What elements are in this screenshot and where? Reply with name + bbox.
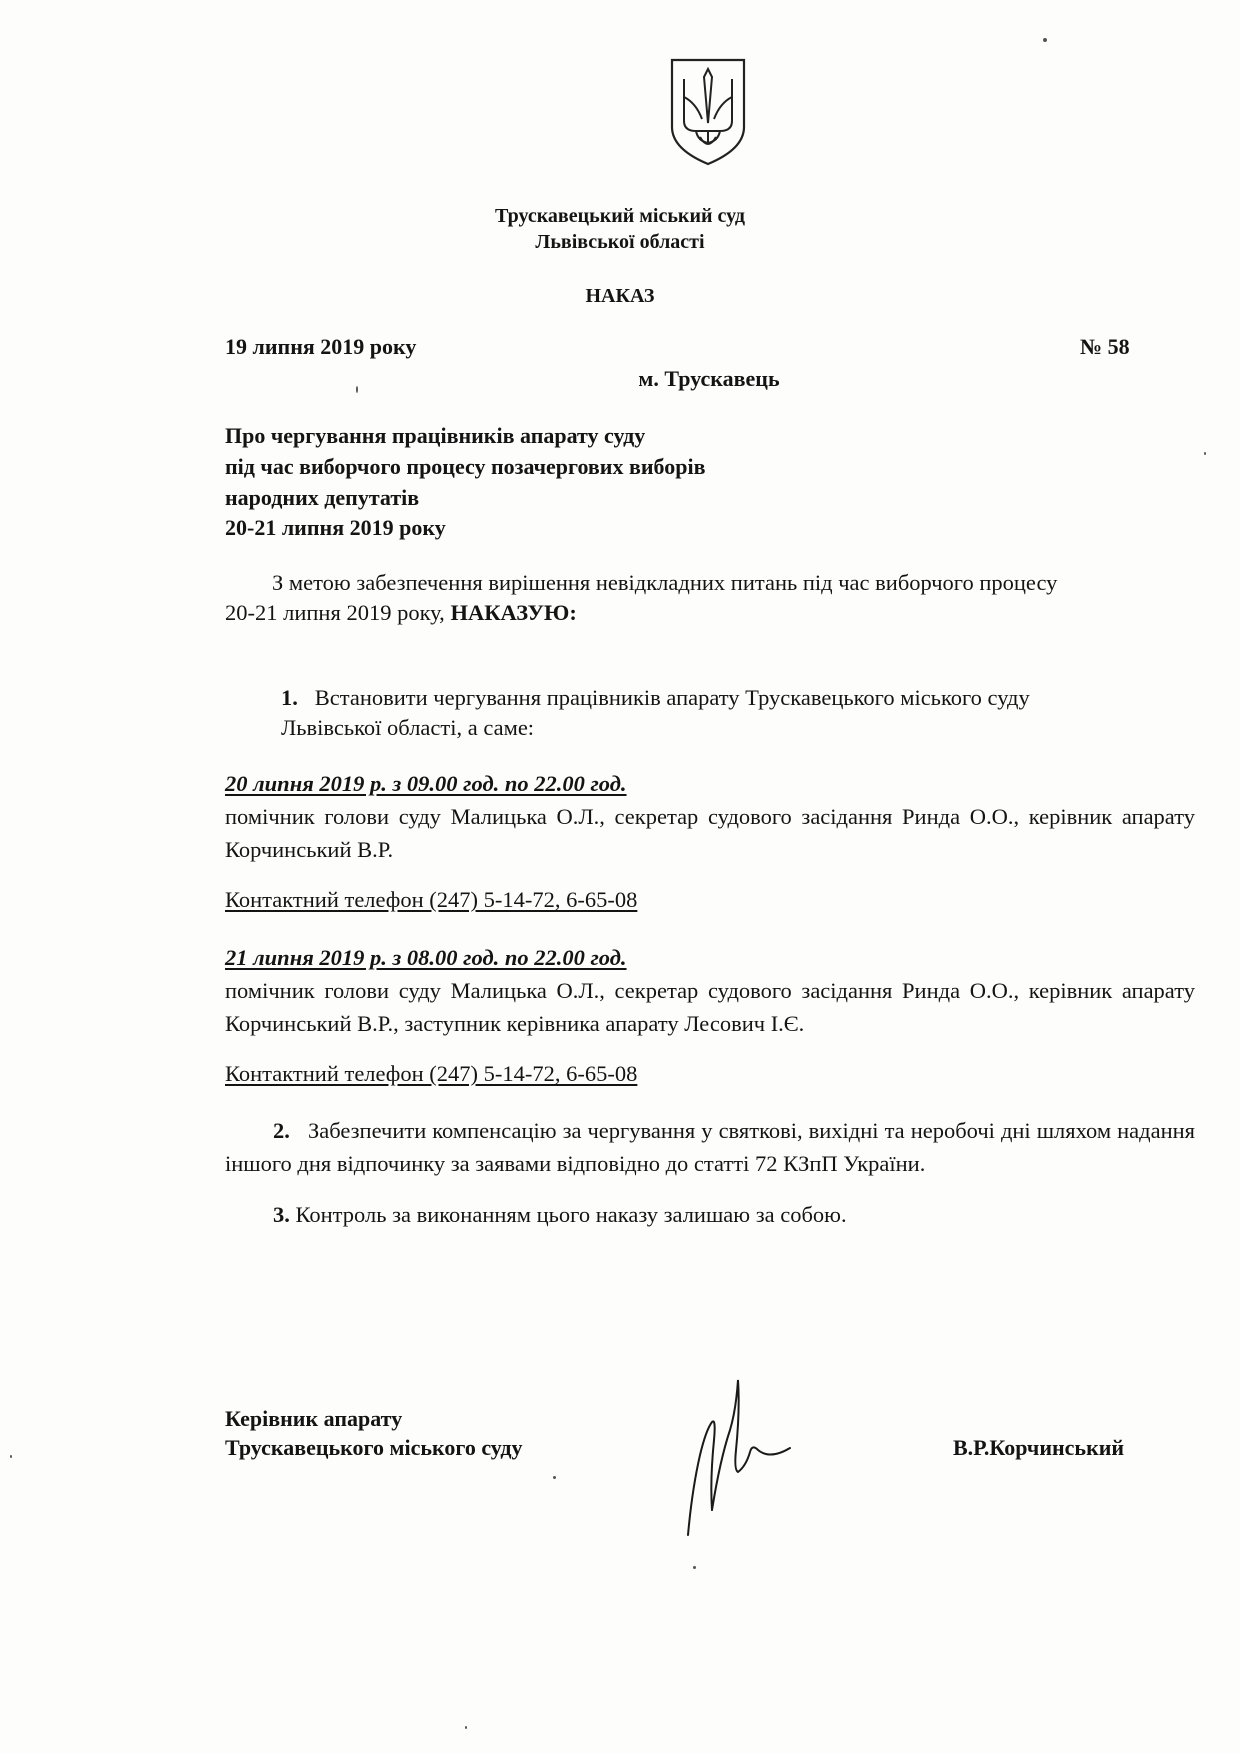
signer-title-1: Керівник апарату (225, 1406, 403, 1431)
subject-line-4: 20-21 липня 2019 року (225, 515, 446, 540)
subject-line-1: Про чергування працівників апарату суду (225, 423, 646, 448)
duty-2-heading: 21 липня 2019 р. з 08.00 год. по 22.00 год. (225, 945, 627, 970)
item-1-number: 1. (281, 685, 298, 710)
handwritten-signature (680, 1370, 800, 1540)
scan-speck (1204, 452, 1206, 455)
signer-title-2: Трускавецького міського суду (225, 1435, 523, 1460)
document-type: НАКАЗ (585, 285, 655, 307)
intro-line-2 (225, 600, 577, 626)
item-3-text: Контроль за виконанням цього наказу залишаю за собою. (295, 1202, 847, 1227)
item-1-line-2: Львівської області, а саме: (281, 715, 535, 740)
item-3-number: 3. (273, 1202, 290, 1227)
scan-speck (10, 1455, 12, 1458)
order-city: м. Трускавець (638, 366, 780, 391)
duty-2-phone: Контактний телефон (247) 5-14-72, 6-65-08 (225, 1061, 638, 1086)
duty-1-staff: помічник голови суду Малицька О.Л., секретар судового засідання Ринда О.О., керівник апарату Корчинський В.Р. (225, 804, 1195, 862)
duty-1-heading: 20 липня 2019 р. з 09.00 год. по 22.00 год. (225, 771, 627, 796)
court-name: Трускавецький міський суд (495, 205, 745, 227)
order-date: 19 липня 2019 року (225, 334, 417, 359)
item-2-number: 2. (273, 1118, 290, 1143)
duty-1-phone: Контактний телефон (247) 5-14-72, 6-65-08 (225, 887, 638, 912)
item-3 (273, 1202, 847, 1228)
scan-speck (693, 1566, 696, 1569)
court-region: Львівської області (535, 231, 705, 253)
item-2 (225, 1114, 1195, 1180)
scan-speck (553, 1476, 556, 1479)
scan-speck (1043, 38, 1047, 42)
intro-line-1: З метою забезпечення вирішення невідкладних питань під час виборчого процесу (272, 570, 1058, 595)
intro-text: 20-21 липня 2019 року, (225, 600, 451, 625)
duty-2-staff: помічник голови суду Малицька О.Л., секретар судового засідання Ринда О.О., керівник апарату Корчинський В.Р., заступник керівника апарату Лесович І.Є. (225, 978, 1195, 1036)
scan-speck (465, 1726, 467, 1729)
item-1-text: Встановити чергування працівників апарату Трускавецького міського суду (314, 685, 1030, 710)
order-number: № 58 (1080, 334, 1130, 359)
item-2-text: Забезпечити компенсацію за чергування у святкові, вихідні та неробочі дні шляхом надання іншого дня відпочинку за заявами відповідно до статті 72 КЗпП України. (225, 1118, 1195, 1176)
coat-of-arms-icon (668, 57, 748, 167)
item-1-line-1 (281, 685, 1030, 711)
subject-line-2: під час виборчого процесу позачергових виборів (225, 454, 706, 479)
intro-order-word: НАКАЗУЮ: (450, 600, 577, 625)
subject-line-3: народних депутатів (225, 485, 420, 510)
signer-name: В.Р.Корчинський (953, 1435, 1125, 1460)
scan-speck (356, 386, 358, 393)
